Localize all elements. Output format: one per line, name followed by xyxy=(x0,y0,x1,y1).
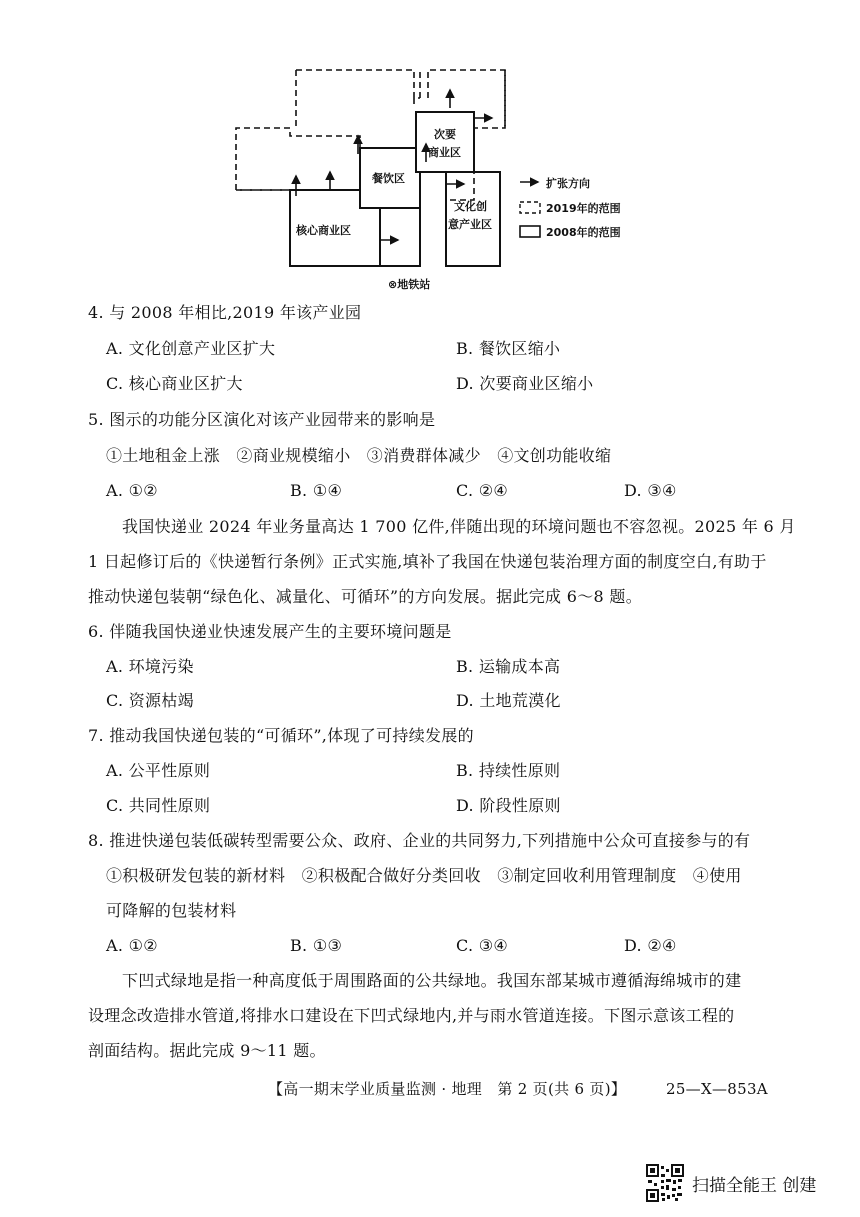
q6-option-a: A. 环境污染 xyxy=(106,657,194,676)
legend-dashed-symbol xyxy=(520,202,540,213)
legend-dashed-label: 2019年的范围 xyxy=(546,202,621,215)
q5-option-d: D. ③④ xyxy=(624,481,677,500)
q8-items-line2: 可降解的包装材料 xyxy=(106,901,237,920)
core-business-zone-label: 核心商业区 xyxy=(296,224,351,237)
q4-stem: 4. 与 2008 年相比,2019 年该产业园 xyxy=(88,303,362,322)
legend-solid-label: 2008年的范围 xyxy=(546,226,621,239)
metro-station-label: ⊗地铁站 xyxy=(388,278,431,291)
secondary-business-zone-box xyxy=(416,112,474,172)
q6-option-b: B. 运输成本高 xyxy=(456,657,561,676)
dining-zone-label: 餐饮区 xyxy=(372,172,405,185)
q5-option-c: C. ②④ xyxy=(456,481,509,500)
q5-items: ①土地租金上涨 ②商业规模缩小 ③消费群体减少 ④文创功能收缩 xyxy=(106,446,612,465)
q5-option-a: A. ①② xyxy=(106,481,158,500)
culture-zone-label-2: 意产业区 xyxy=(448,218,492,231)
q7-option-a: A. 公平性原则 xyxy=(106,761,211,780)
legend-solid-symbol xyxy=(520,226,540,237)
passage1-line2: 1 日起修订后的《快递暂行条例》正式实施,填补了我国在快递包装治理方面的制度空白,有助于 xyxy=(88,552,767,571)
q8-items-line1: ①积极研发包装的新材料 ②积极配合做好分类回收 ③制定回收利用管理制度 ④使用 xyxy=(106,866,742,885)
q4-option-d: D. 次要商业区缩小 xyxy=(456,374,594,393)
q7-option-c: C. 共同性原则 xyxy=(106,796,211,815)
culture-zone-label-1: 文化创 xyxy=(454,200,487,213)
q5-option-b: B. ①④ xyxy=(290,481,343,500)
q6-stem: 6. 伴随我国快递业快速发展产生的主要环境问题是 xyxy=(88,622,452,641)
paper-code: 25—X—853A xyxy=(666,1080,768,1098)
q6-option-d: D. 土地荒漠化 xyxy=(456,691,561,710)
q7-stem: 7. 推动我国快递包装的“可循环”,体现了可持续发展的 xyxy=(88,726,474,745)
passage2-line2: 设理念改造排水管道,将排水口建设在下凹式绿地内,并与雨水管道连接。下图示意该工程的 xyxy=(88,1006,735,1025)
q8-option-a: A. ①② xyxy=(106,936,158,955)
q8-option-c: C. ③④ xyxy=(456,936,509,955)
q8-stem: 8. 推进快递包装低碳转型需要公众、政府、企业的共同努力,下列措施中公众可直接参与的有 xyxy=(88,831,751,850)
q8-option-b: B. ①③ xyxy=(290,936,343,955)
q5-stem: 5. 图示的功能分区演化对该产业园带来的影响是 xyxy=(88,410,436,429)
secondary-zone-label-1: 次要 xyxy=(434,128,456,141)
passage1-line1: 我国快递业 2024 年业务量高达 1 700 亿件,伴随出现的环境问题也不容忽视。2025 年 6 月 xyxy=(122,517,796,536)
passage2-line3: 剖面结构。据此完成 9～11 题。 xyxy=(88,1041,326,1060)
q4-option-c: C. 核心商业区扩大 xyxy=(106,374,243,393)
q4-option-a: A. 文化创意产业区扩大 xyxy=(106,339,276,358)
scanner-watermark: 扫描全能王 创建 xyxy=(692,1176,817,1196)
legend-arrow-label: 扩张方向 xyxy=(546,177,590,190)
passage2-line1: 下凹式绿地是指一种高度低于周围路面的公共绿地。我国东部某城市遵循海绵城市的建 xyxy=(122,971,742,990)
functional-zone-diagram xyxy=(230,60,650,300)
q4-option-b: B. 餐饮区缩小 xyxy=(456,339,561,358)
passage1-line3: 推动快递包装朝“绿色化、减量化、可循环”的方向发展。据此完成 6～8 题。 xyxy=(88,587,642,606)
q7-option-d: D. 阶段性原则 xyxy=(456,796,561,815)
q6-option-c: C. 资源枯竭 xyxy=(106,691,194,710)
secondary-zone-label-2: 商业区 xyxy=(428,146,461,159)
q8-option-d: D. ②④ xyxy=(624,936,677,955)
q7-option-b: B. 持续性原则 xyxy=(456,761,561,780)
page-footer: 【高一期末学业质量监测 · 地理 第 2 页(共 6 页)】 xyxy=(268,1080,627,1098)
qr-code-icon xyxy=(646,1164,684,1202)
